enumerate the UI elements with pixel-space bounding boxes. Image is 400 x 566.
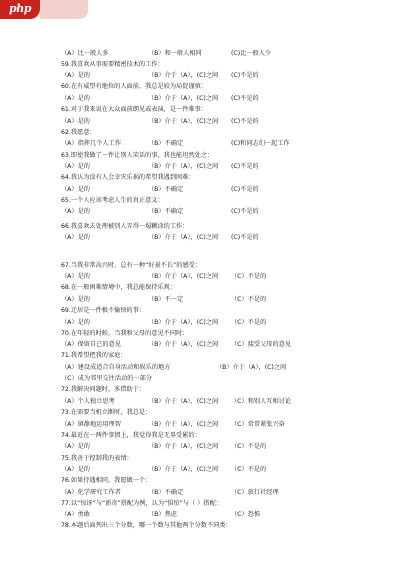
- answer-option: （C）和别人互相讨论: [231, 398, 292, 405]
- question-text: 75.我善于控制我的表情：: [61, 455, 133, 462]
- question-line: [0, 499, 400, 509]
- question-line: [0, 454, 400, 464]
- answer-option: (C)不是的: [231, 72, 259, 79]
- option-line: [0, 49, 400, 59]
- answer-option: (C)比一般人少: [231, 50, 272, 57]
- answer-option: （A）是的: [61, 234, 90, 241]
- answer-option: （A）是的: [61, 319, 90, 326]
- answer-option: （A）是的: [61, 186, 90, 193]
- question-text: 67.当我非常高兴时，总有一种“好景不长”的感受：: [61, 262, 202, 269]
- question-line: [0, 306, 400, 316]
- question-text: 72.我解决问题时，多借助于：: [61, 386, 146, 393]
- question-text: 76.如果待遇相同，我愿做一个：: [61, 477, 152, 484]
- answer-option: （A）是的: [61, 443, 90, 450]
- answer-option: （A）是的: [61, 163, 90, 170]
- question-line: [0, 105, 400, 115]
- answer-option: （B）焦虑: [148, 511, 177, 518]
- question-line: [0, 82, 400, 92]
- answer-option: （B）不一定: [148, 296, 184, 303]
- answer-option: （B）不确定: [148, 140, 184, 147]
- question-line: [0, 283, 400, 293]
- answer-option: （C）不是的: [231, 466, 267, 473]
- answer-option: （C）恐怖: [231, 511, 261, 518]
- question-line: [0, 329, 400, 339]
- answer-option: （B）介于（A），(C)之间: [148, 421, 219, 428]
- answer-option: （C）不是的: [231, 319, 267, 326]
- question-line: [0, 151, 400, 161]
- answer-option: （A）勇敢: [61, 511, 90, 518]
- question-text: 69.迁居是一件极不愉快的事：: [61, 307, 146, 314]
- question-text: 73.在需要当机立断时，我总是：: [61, 409, 152, 416]
- option-line: [0, 295, 400, 305]
- question-line: [0, 374, 400, 384]
- answer-option: （B）介于（A），(C)之间: [148, 398, 219, 405]
- question-text: 70.在年轻的时候，当我和父母的意见不同时：: [61, 330, 189, 337]
- answer-option: （B）介于（A），(C)之间: [148, 234, 219, 241]
- question-text: 64.我认为没有人会幸灾乐祸的希望我遇到困难：: [61, 174, 195, 181]
- option-line: [0, 185, 400, 195]
- answer-option: （B）介于（A），(C)之间: [148, 273, 219, 280]
- option-line: [0, 117, 400, 127]
- option-line: [0, 94, 400, 104]
- answer-option: (C)不是的: [231, 118, 259, 125]
- answer-option: (C)不是的: [231, 95, 259, 102]
- answer-option: （A）是的: [61, 273, 90, 280]
- answer-option: （B）介于（A），(C)之间: [148, 163, 219, 170]
- question-line: [0, 408, 400, 418]
- option-line: [0, 139, 400, 149]
- answer-option: （A）保留自己的意见: [61, 341, 121, 348]
- answer-option: （C）不是的: [231, 296, 267, 303]
- answer-option: （A）镇静地运用理智: [61, 421, 121, 428]
- question-text: 59.我喜欢从事需要精密技术的工作：: [61, 61, 164, 68]
- question-text: 68.在一般困难情境中，我总能保持乐观：: [61, 284, 177, 291]
- question-text: 74.最近在一两件事情上，我觉得我是无辜受累的：: [61, 432, 201, 439]
- option-line: [0, 207, 400, 217]
- question-text: 65.一个人应该考虑人生的真正意义：: [61, 197, 164, 204]
- answer-option: (C)和同志们一起工作: [231, 140, 290, 147]
- option-line: [0, 510, 400, 520]
- answer-option: （C）不是的: [231, 443, 267, 450]
- option-line: [0, 318, 400, 328]
- answer-option: （B）不确定: [148, 186, 184, 193]
- option-line: [0, 442, 400, 452]
- answer-option: （C）常常紧张兴奋: [231, 421, 285, 428]
- option-line: [0, 162, 400, 172]
- question-text: 66.我喜欢去处理被别人弄得一塌糊涂的工作：: [61, 223, 189, 230]
- option-line: [0, 363, 400, 373]
- question-line: [0, 476, 400, 486]
- answer-option: （B）介于（A），(C)之间: [148, 72, 219, 79]
- question-line: [0, 128, 400, 138]
- answer-option: (C)不是的: [231, 208, 259, 215]
- question-line: [0, 261, 400, 271]
- question-line: [0, 385, 400, 395]
- option-line: [0, 420, 400, 430]
- answer-option: （C）接受父母的意见: [231, 341, 292, 348]
- question-text: 60.在有威望有地位的人面前，我总是较为局促谨慎：: [61, 83, 207, 90]
- option-line: [0, 233, 400, 243]
- answer-option: （B）介于（A），(C)之间: [148, 341, 219, 348]
- answer-option: （B）介于（A），(C)之间: [148, 319, 219, 326]
- question-text: 77.以“惊讶”与“新奇”搭配为例，认为“惧怕”与（ ）搭配：: [61, 500, 222, 507]
- question-line: [0, 521, 400, 531]
- question-text: 61.对于我来说在大众面前朗见或表演，是一件难事：: [61, 106, 207, 113]
- option-line: [0, 488, 400, 498]
- answer-option: （B）介于（A），(C)之间: [216, 364, 287, 371]
- question-line: [0, 173, 400, 183]
- question-text: 62.我愿意：: [61, 129, 96, 136]
- option-line: [0, 465, 400, 475]
- option-line: [0, 71, 400, 81]
- answer-option: (C)不是的: [231, 163, 259, 170]
- question-text: 63.即使我做了一件让别人笑话的事，我也能坦然处之：: [61, 152, 214, 159]
- answer-option: (C)不是的: [231, 234, 259, 241]
- answer-option: (C)不是的: [231, 186, 259, 193]
- answer-option: （B）不确定: [148, 489, 184, 496]
- answer-option: （A）化学研究工作者: [61, 489, 121, 496]
- answer-option: （B）介于（A），(C)之间: [148, 443, 219, 450]
- question-text: 71.我希望把我的家庭：: [61, 352, 127, 359]
- answer-option: （B）介于（A），(C)之间: [148, 118, 219, 125]
- answer-option: （B）介于（A），(C)之间: [148, 95, 219, 102]
- answer-option: （A）是的: [61, 466, 90, 473]
- answer-option: （A）是的: [61, 296, 90, 303]
- option-line: [0, 397, 400, 407]
- answer-option: （A）是的: [61, 72, 90, 79]
- question-line: [0, 196, 400, 206]
- answer-option: （C）不是的: [231, 273, 267, 280]
- answer-option: （B）介于（A），(C)之间: [148, 466, 219, 473]
- question-text: （C）成为邻里交往活动的一部分: [61, 375, 152, 382]
- question-line: [0, 60, 400, 70]
- option-line: [0, 340, 400, 350]
- answer-option: （C）旅行社经理: [231, 489, 279, 496]
- answer-option: （B）不确定: [148, 208, 184, 215]
- option-line: [0, 272, 400, 282]
- answer-option: （A）建设成适合自身活动和娱乐的地方: [61, 364, 171, 371]
- answer-option: （A）指挥几个人工作: [61, 140, 121, 147]
- question-line: [0, 351, 400, 361]
- answer-option: （A）是的: [61, 208, 90, 215]
- logo-text: php: [9, 2, 31, 15]
- answer-option: （B）和一般人相同: [148, 50, 202, 57]
- answer-option: （A）比一般人多: [61, 50, 109, 57]
- question-line: [0, 222, 400, 232]
- question-text: 78.本题后面列出三个分数，哪一个数与其他两个分数不同类：: [61, 522, 232, 529]
- answer-option: （A）个人独立思考: [61, 398, 115, 405]
- answer-option: （A）是的: [61, 95, 90, 102]
- question-line: [0, 431, 400, 441]
- answer-option: （A）是的: [61, 118, 90, 125]
